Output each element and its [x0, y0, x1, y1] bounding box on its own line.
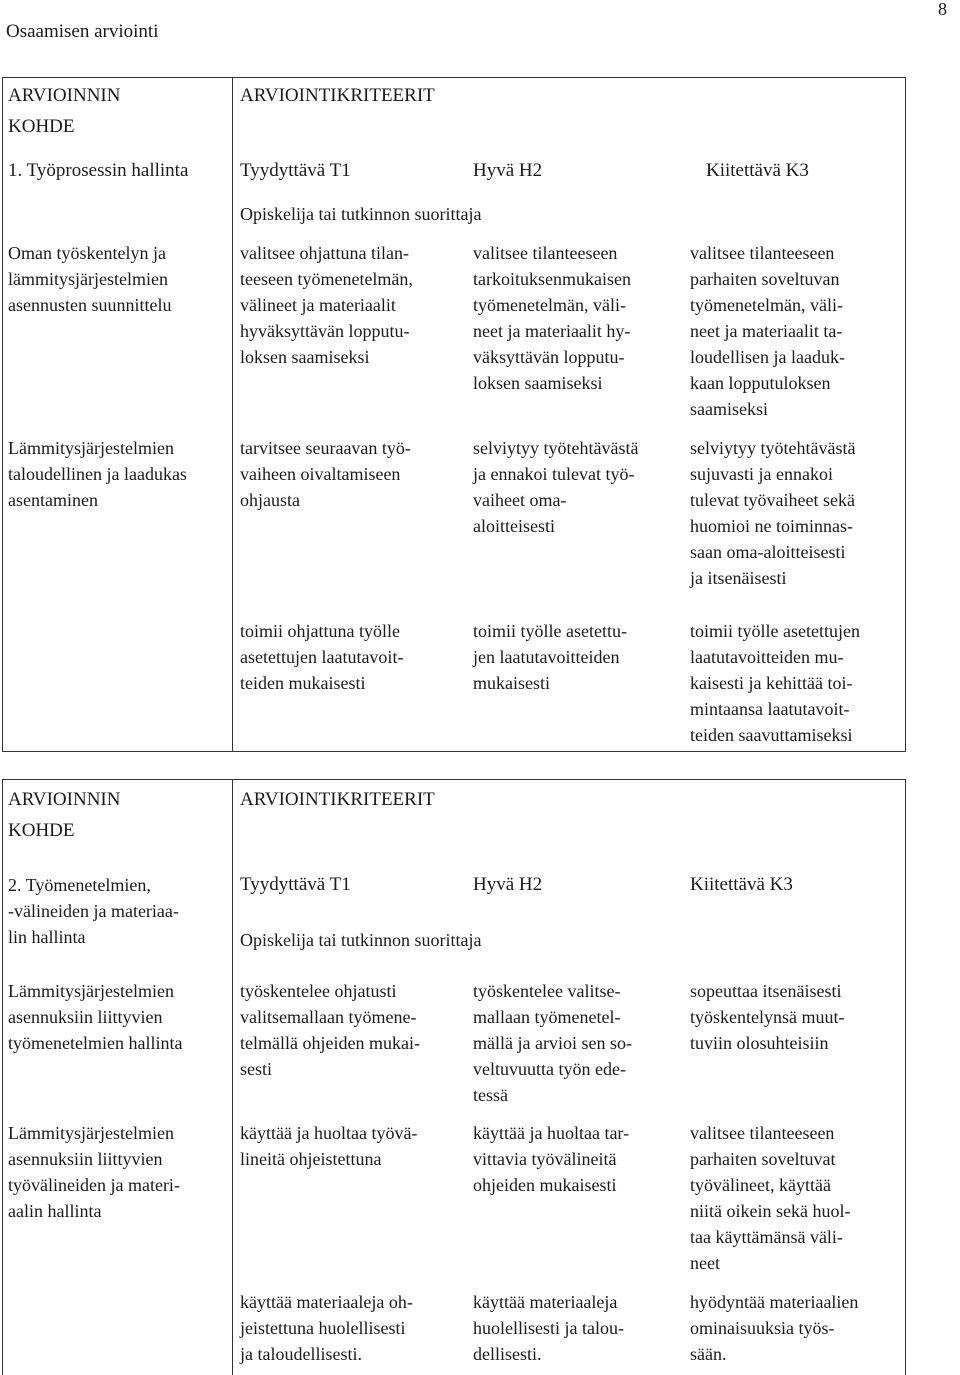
page-header-title: Osaamisen arviointi [6, 21, 159, 42]
subject-line: Opiskelija tai tutkinnon suorittaja [240, 204, 482, 224]
table2-left-border [2, 779, 3, 1375]
level-k3-header: Kiitettävä K3 [706, 160, 809, 181]
criterion-k3: selviytyy työtehtävästä sujuvasti ja ennakoi tulevat työvaiheet sekä huomioi ne toiminnas- saan oma-aloitteisesti ja itsenäisesti [690, 438, 856, 588]
level-h2-header: Hyvä H2 [473, 874, 543, 895]
row-target: Oman työskentelyn ja lämmitysjärjestelmien asennusten suunnittelu [8, 243, 172, 315]
table1-top-border [2, 77, 906, 78]
criterion-k3: sopeuttaa itsenäisesti työskentelynsä muut- tuviin olosuhteisiin [690, 981, 845, 1053]
criterion-h2: käyttää ja huoltaa tar- vittavia työvälineitä ohjeiden mukaisesti [473, 1123, 630, 1195]
level-h2-header: Hyvä H2 [473, 160, 543, 181]
criterion-k3: hyödyntää materiaalien ominaisuuksia työs- sään. [690, 1292, 859, 1364]
page-number: 8 [938, 0, 947, 19]
level-t1-header: Tyydyttävä T1 [240, 160, 351, 181]
criterion-k3: valitsee tilanteeseen parhaiten soveltuvat työvälineet, käyttää niitä oikein sekä huol- taa käyttämänsä väli- neet [690, 1123, 851, 1273]
assessment-criteria-header: ARVIOINTIKRITEERIT [240, 789, 435, 810]
table2-right-border [905, 779, 906, 1375]
assessment-criteria-header: ARVIOINTIKRITEERIT [240, 85, 435, 106]
criterion-h2: toimii työlle asetettu- jen laatutavoitteiden mukaisesti [473, 621, 627, 693]
criterion-t1: käyttää ja huoltaa työvä- lineitä ohjeistettuna [240, 1123, 418, 1169]
level-k3-header: Kiitettävä K3 [690, 874, 793, 895]
criterion-t1: tarvitsee seuraavan työ- vaiheen oivaltamiseen ohjausta [240, 438, 411, 510]
row-target: Lämmitysjärjestelmien asennuksiin liittyvien työmenetelmien hallinta [8, 981, 183, 1053]
assessment-target-header: ARVIOINNIN KOHDE [8, 789, 121, 841]
topic-title: 2. Työmenetelmien, -välineiden ja materiaa- lin hallinta [8, 875, 179, 947]
topic-title: 1. Työprosessin hallinta [8, 160, 189, 181]
criterion-k3: valitsee tilanteeseen parhaiten soveltuvan työmenetelmän, väli- neet ja materiaalit ta- loudellisen ja laaduk- kaan lopputuloksen saamiseksi [690, 243, 845, 419]
criterion-h2: selviytyy työtehtävästä ja ennakoi tulevat työ- vaiheet oma- aloitteisesti [473, 438, 639, 536]
criterion-h2: valitsee tilanteeseen tarkoituksenmukaisen työmenetelmän, väli- neet ja materiaalit hy- väksyttävän lopputu- loksen saamiseksi [473, 243, 631, 393]
criterion-t1: käyttää materiaaleja oh- jeistettuna huolellisesti ja taloudellisesti. [240, 1292, 413, 1364]
criterion-h2: työskentelee valitse- mallaan työmenetel- mällä ja arvioi sen so- veltuvuutta työn ede- tessä [473, 981, 632, 1105]
criterion-t1: toimii ohjattuna työlle asetettujen laatutavoit- teiden mukaisesti [240, 621, 404, 693]
table1-right-border [905, 77, 906, 751]
level-t1-header: Tyydyttävä T1 [240, 874, 351, 895]
table2-column-divider [232, 779, 233, 1375]
subject-line: Opiskelija tai tutkinnon suorittaja [240, 930, 482, 950]
table1-left-border [2, 77, 3, 751]
table1-column-divider [232, 77, 233, 751]
assessment-target-header: ARVIOINNIN KOHDE [8, 85, 121, 137]
criterion-t1: työskentelee ohjatusti valitsemallaan työmene- telmällä ohjeiden mukai- sesti [240, 981, 420, 1079]
row-target: Lämmitysjärjestelmien taloudellinen ja laadukas asentaminen [8, 438, 187, 510]
table1-bottom-border [2, 751, 906, 752]
row-target: Lämmitysjärjestelmien asennuksiin liittyvien työvälineiden ja materi- aalin hallinta [8, 1123, 180, 1221]
criterion-h2: käyttää materiaaleja huolellisesti ja talou- dellisesti. [473, 1292, 624, 1364]
criterion-t1: valitsee ohjattuna tilan- teeseen työmenetelmän, välineet ja materiaalit hyväksyttävän lopputu- loksen saamiseksi [240, 243, 413, 367]
table2-top-border [2, 779, 906, 780]
criterion-k3: toimii työlle asetettujen laatutavoitteiden mu- kaisesti ja kehittää toi- mintaansa laatutavoit- teiden saavuttamiseksi [690, 621, 860, 745]
